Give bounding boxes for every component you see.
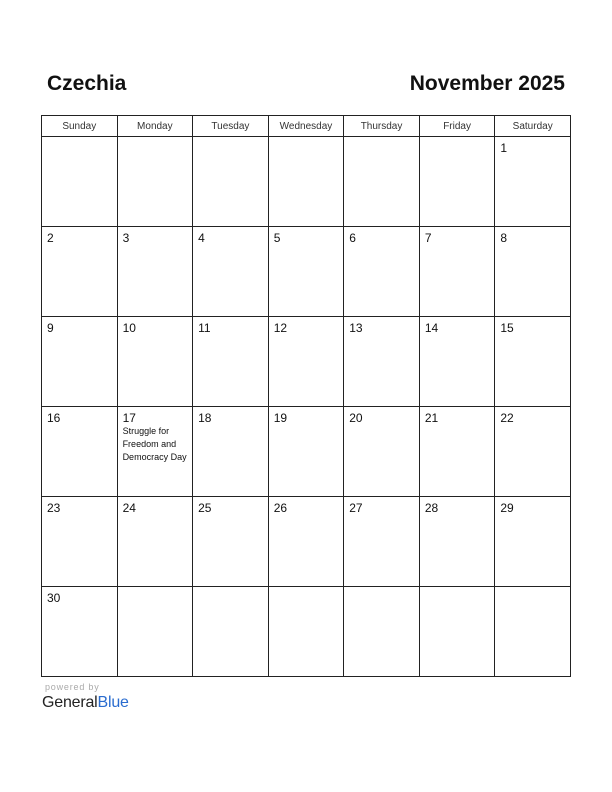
week-row: [42, 497, 571, 587]
day-number: 4: [198, 231, 205, 245]
day-cell: [42, 497, 118, 587]
day-number: 17: [122, 411, 136, 425]
day-cell: [42, 587, 118, 677]
week-row: [42, 407, 571, 497]
day-cell: [419, 407, 495, 497]
day-cell: [193, 497, 269, 587]
day-cell: [419, 587, 495, 677]
weekday-header: Sunday: [42, 116, 118, 137]
day-number: 10: [122, 321, 136, 335]
day-number: 28: [424, 501, 439, 515]
day-cell: [344, 407, 420, 497]
day-cell: [268, 317, 344, 407]
holiday-label: Struggle for Freedom and Democracy Day: [122, 426, 187, 462]
day-cell: [117, 227, 193, 317]
day-number: 18: [198, 411, 212, 425]
weekday-header: Tuesday: [193, 116, 269, 137]
day-cell: [495, 407, 571, 497]
day-cell: [42, 407, 118, 497]
generalblue-logo[interactable]: [42, 694, 129, 712]
day-cell: [117, 497, 193, 587]
day-cell: [268, 227, 344, 317]
day-cell: [344, 317, 420, 407]
day-cell: [268, 497, 344, 587]
day-number: 22: [500, 411, 514, 425]
day-number: 11: [198, 321, 211, 335]
day-number: 6: [349, 231, 356, 245]
week-row: [42, 227, 571, 317]
country-title: Czechia: [47, 72, 127, 95]
day-cell: [495, 587, 571, 677]
day-cell: [117, 407, 193, 497]
weekday-header: Wednesday: [268, 116, 344, 137]
calendar-grid: [41, 115, 571, 677]
day-cell: [419, 317, 495, 407]
day-cell: [117, 317, 193, 407]
day-cell: [495, 317, 571, 407]
day-cell: [42, 137, 118, 227]
day-cell: [344, 137, 420, 227]
day-number: 26: [273, 501, 288, 515]
weekday-header: Saturday: [495, 116, 571, 137]
day-number: 1: [500, 141, 508, 155]
day-number: 27: [349, 501, 363, 515]
day-cell: [193, 587, 269, 677]
month-year-title: November 2025: [409, 72, 565, 95]
day-number: 12: [273, 321, 288, 335]
day-cell: [193, 227, 269, 317]
week-row: [42, 137, 571, 227]
day-cell: [268, 587, 344, 677]
weekday-header: Monday: [117, 116, 193, 137]
weekday-header: Thursday: [344, 116, 420, 137]
day-cell: [344, 587, 420, 677]
day-number: 29: [500, 501, 514, 515]
day-number: 19: [273, 411, 288, 425]
day-cell: [495, 497, 571, 587]
day-cell: [117, 137, 193, 227]
day-number: 21: [424, 411, 439, 425]
brand-general-text: General: [42, 694, 98, 711]
powered-by-label: powered by: [45, 682, 100, 692]
brand-blue-text: Blue: [97, 694, 129, 711]
week-row: [42, 587, 571, 677]
day-cell: [117, 587, 193, 677]
day-cell: [495, 137, 571, 227]
day-cell: [344, 227, 420, 317]
day-number: 20: [349, 411, 363, 425]
day-cell: [344, 497, 420, 587]
day-number: 25: [198, 501, 212, 515]
day-cell: [268, 137, 344, 227]
day-number: 5: [273, 231, 281, 245]
day-number: 2: [47, 231, 54, 245]
day-number: 16: [47, 411, 61, 425]
week-row: [42, 317, 571, 407]
day-number: 7: [424, 231, 432, 245]
day-cell: [268, 407, 344, 497]
day-cell: [193, 137, 269, 227]
day-number: 8: [500, 231, 508, 245]
day-number: 23: [47, 501, 61, 515]
day-cell: [419, 497, 495, 587]
day-number: 13: [349, 321, 363, 335]
day-cell: [419, 227, 495, 317]
day-cell: [193, 407, 269, 497]
day-cell: [193, 317, 269, 407]
day-cell: [419, 137, 495, 227]
day-number: 9: [47, 321, 54, 335]
day-cell: [42, 317, 118, 407]
day-cell: [495, 227, 571, 317]
day-number: 3: [122, 231, 130, 245]
weekday-header: Friday: [419, 116, 495, 137]
weekday-header-row: [42, 116, 571, 137]
day-cell: [42, 227, 118, 317]
day-number: 30: [47, 591, 61, 605]
day-number: 15: [500, 321, 514, 335]
day-number: 24: [122, 501, 136, 515]
day-number: 14: [424, 321, 439, 335]
